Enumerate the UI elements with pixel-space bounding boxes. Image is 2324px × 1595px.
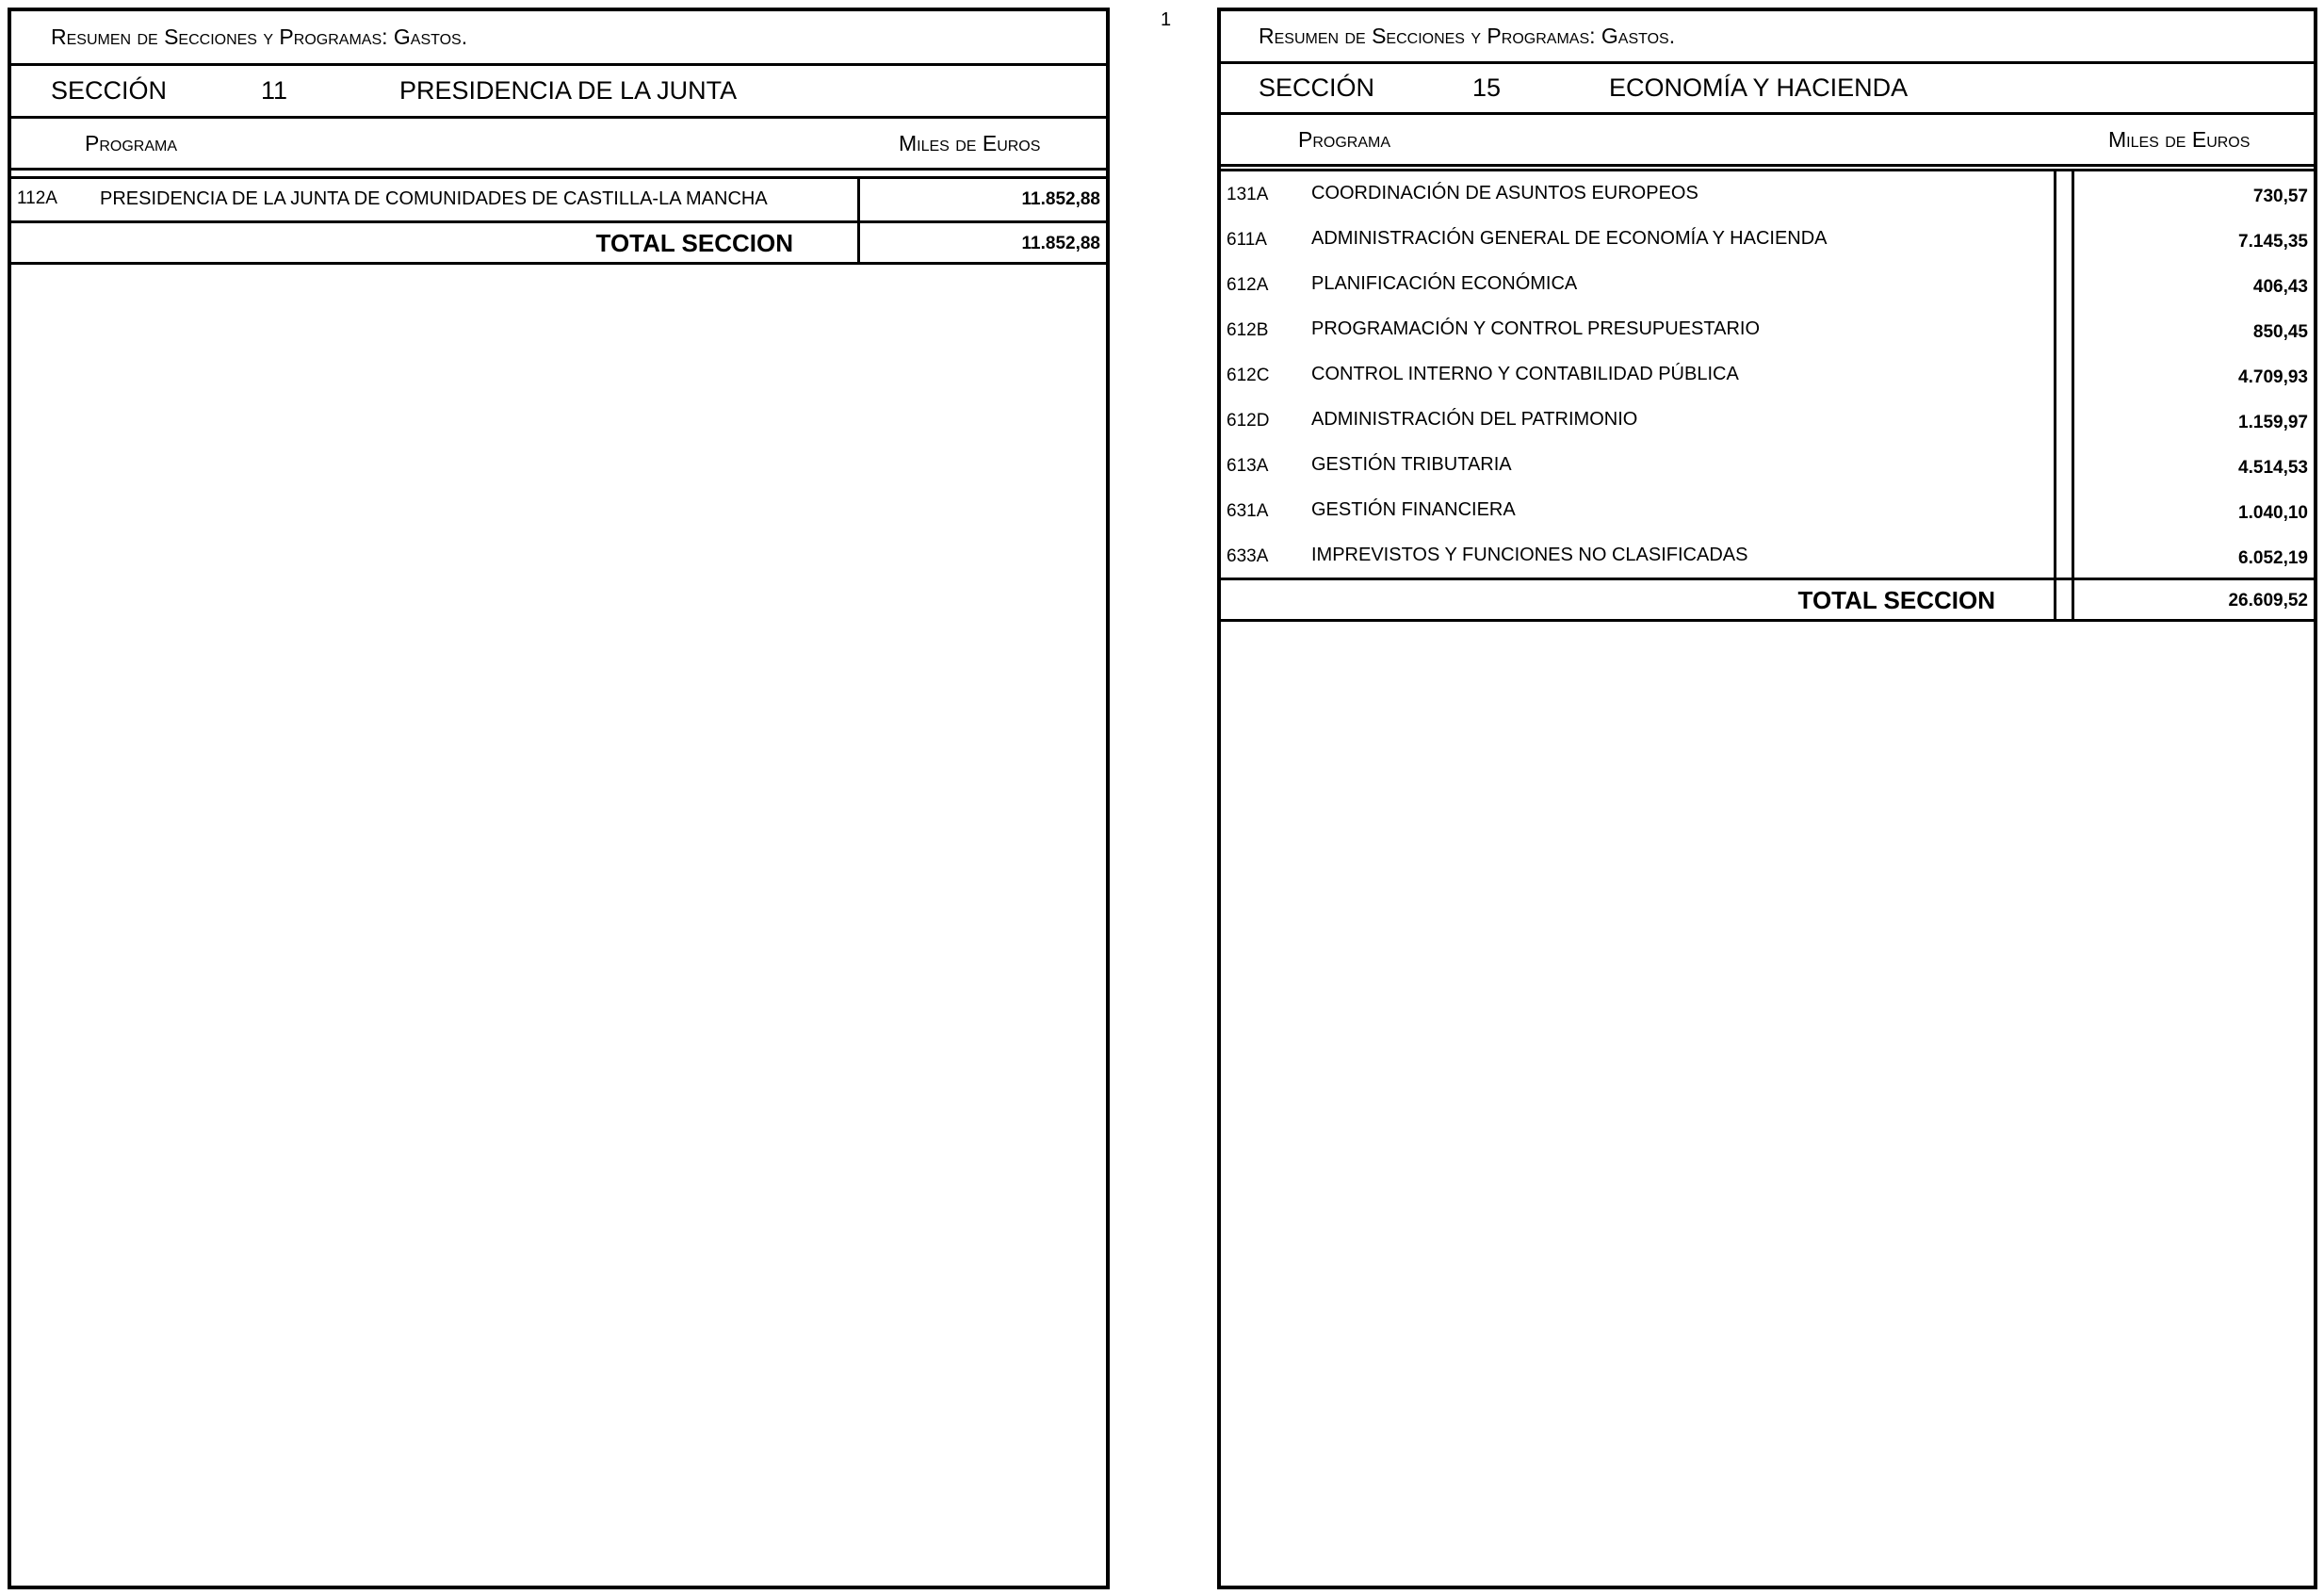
program-description: ADMINISTRACIÓN GENERAL DE ECONOMÍA Y HACIENDA — [1311, 228, 1828, 249]
program-description: GESTIÓN TRIBUTARIA — [1311, 454, 1512, 475]
total-amount: 11.852,88 — [1021, 234, 1100, 253]
program-description: ADMINISTRACIÓN DEL PATRIMONIO — [1311, 409, 1638, 430]
program-code: 612A — [1227, 275, 1269, 295]
program-description: IMPREVISTOS Y FUNCIONES NO CLASIFICADAS — [1311, 545, 1748, 565]
program-amount: 4.514,53 — [2238, 458, 2308, 478]
program-table — [11, 176, 1106, 223]
program-amount: 11.852,88 — [1021, 189, 1100, 209]
table-row — [1221, 311, 2314, 356]
report-title: Resumen de Secciones y Programas: Gastos. — [51, 24, 468, 49]
report-title-band — [1221, 11, 2314, 64]
total-amount: 26.609,52 — [2228, 591, 2308, 610]
total-label: TOTAL SECCION — [1797, 586, 1995, 614]
report-title-band — [11, 11, 1106, 66]
code-column-divider — [2054, 580, 2056, 622]
section-number: 11 — [261, 76, 288, 105]
total-label: TOTAL SECCION — [595, 229, 793, 257]
section-band — [1221, 64, 2314, 115]
table-row — [1221, 492, 2314, 537]
program-code: 131A — [1227, 185, 1269, 204]
program-description: PRESIDENCIA DE LA JUNTA DE COMUNIDADES DE CASTILLA-LA MANCHA — [100, 188, 768, 209]
table-row — [1221, 266, 2314, 311]
section-label: SECCIÓN — [51, 76, 168, 105]
program-description: PLANIFICACIÓN ECONÓMICA — [1311, 273, 1578, 294]
program-amount: 1.040,10 — [2238, 503, 2308, 523]
section-band — [11, 66, 1106, 119]
program-amount: 406,43 — [2252, 277, 2308, 297]
program-code: 112A — [17, 188, 57, 208]
program-code: 613A — [1227, 456, 1269, 476]
amount-column-divider — [857, 223, 860, 265]
program-code: 633A — [1227, 546, 1269, 566]
section-name: ECONOMÍA Y HACIENDA — [1609, 73, 1909, 102]
column-header-band — [11, 119, 1106, 171]
program-amount: 1.159,97 — [2238, 413, 2308, 432]
column-header-programa: Programa — [85, 130, 178, 155]
amount-column-divider — [2072, 580, 2074, 622]
report-title: Resumen de Secciones y Programas: Gastos. — [1259, 24, 1676, 48]
table-row — [1221, 356, 2314, 401]
table-row — [1221, 175, 2314, 220]
program-table — [1221, 169, 2314, 580]
program-amount: 850,45 — [2252, 322, 2308, 342]
section-number: 15 — [1472, 73, 1502, 102]
page-section-11 — [8, 8, 1110, 1589]
column-header-band — [1221, 115, 2314, 167]
section-name: PRESIDENCIA DE LA JUNTA — [399, 76, 738, 105]
program-code: 612C — [1227, 366, 1270, 385]
program-code: 631A — [1227, 501, 1269, 521]
program-code: 611A — [1227, 230, 1267, 250]
program-code: 612B — [1227, 320, 1269, 340]
column-header-miles-euros: Miles de Euros — [899, 130, 1041, 155]
program-description: GESTIÓN FINANCIERA — [1311, 499, 1516, 520]
program-amount: 4.709,93 — [2238, 367, 2308, 387]
page-section-15 — [1217, 8, 2317, 1589]
column-header-miles-euros: Miles de Euros — [2108, 126, 2251, 152]
program-description: PROGRAMACIÓN Y CONTROL PRESUPUESTARIO — [1311, 318, 1761, 339]
table-row — [1221, 401, 2314, 447]
table-row — [11, 179, 1106, 220]
total-row — [1221, 580, 2314, 622]
program-amount: 7.145,35 — [2238, 232, 2308, 252]
table-row — [1221, 537, 2314, 582]
program-description: COORDINACIÓN DE ASUNTOS EUROPEOS — [1311, 183, 1698, 203]
table-row — [1221, 220, 2314, 266]
program-amount: 6.052,19 — [2238, 548, 2308, 568]
page-marker: 1 — [1161, 9, 1172, 30]
section-label: SECCIÓN — [1259, 73, 1375, 102]
table-row — [1221, 447, 2314, 492]
program-description: CONTROL INTERNO Y CONTABILIDAD PÚBLICA — [1311, 364, 1739, 384]
program-code: 612D — [1227, 411, 1270, 431]
total-row — [11, 223, 1106, 265]
column-header-programa: Programa — [1298, 126, 1391, 152]
program-amount: 730,57 — [2252, 187, 2308, 206]
